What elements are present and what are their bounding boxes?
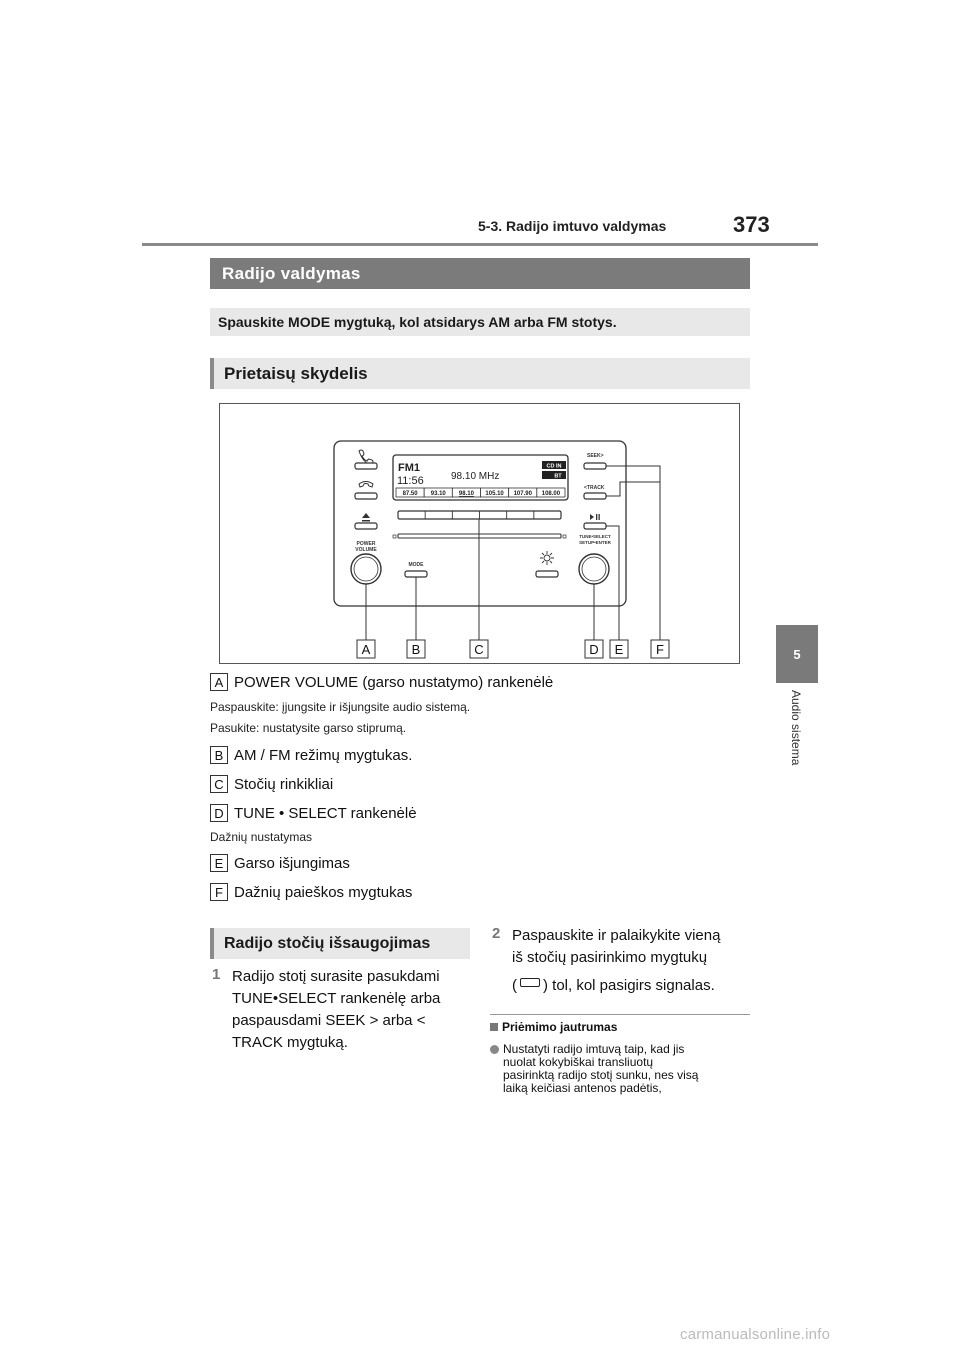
volume-label: VOLUME — [355, 547, 377, 553]
legend-letter-d: D — [210, 804, 228, 822]
legend-letter-b: B — [210, 746, 228, 764]
callout-letter-e: E — [614, 642, 624, 657]
preset-button-icon — [520, 978, 540, 987]
legend-text-a: POWER VOLUME (garso nustatymo) rankenėlė — [234, 673, 554, 691]
clock-text: 11:56 — [397, 475, 424, 487]
step-2-text: Paspauskite ir palaikykite vieną iš stočių pasirinkimo mygtukų ( ) tol, kol pasigirs signalas. — [512, 927, 721, 994]
legend-f — [210, 883, 412, 901]
watermark: carmanualsonline.info — [680, 1326, 831, 1343]
chapter-tab[interactable]: 5 — [776, 625, 818, 683]
tune-select-knob — [579, 554, 609, 584]
svg-text:BT: BT — [554, 473, 562, 480]
legend-text-c: Stočių rinkikliai — [234, 775, 334, 793]
legend-a-turn: Pasukite: nustatysite garso stiprumą. — [210, 721, 407, 735]
bullet-icon — [490, 1045, 499, 1054]
mute-button — [584, 523, 606, 529]
head-unit-figure — [219, 403, 740, 664]
step-1-text: Radijo stotį surasite pasukdami TUNE•SELECT rankenėlę arba paspausdami SEEK > arba < TRACK mygtuką. — [232, 968, 441, 1051]
preset-frequency-4: 105.10 — [485, 491, 504, 497]
legend-e — [210, 854, 350, 872]
power-label: POWER — [356, 541, 376, 547]
legend-text-b: AM / FM režimų mygtukas. — [234, 746, 413, 764]
chapter-title: Audio sistema — [789, 690, 803, 766]
note-square-icon — [490, 1023, 498, 1031]
track-button — [584, 493, 606, 499]
band-text: FM1 — [398, 462, 420, 474]
legend-text-f: Dažnių paieškos mygtukas — [234, 883, 413, 901]
head-unit-drawing — [220, 404, 739, 663]
legend-a — [210, 673, 553, 691]
step-1-number: 1 — [212, 966, 221, 983]
note-title: Priėmimo jautrumas — [490, 1020, 617, 1034]
legend-letter-a: A — [210, 673, 228, 691]
callout-letter-c: C — [474, 642, 484, 657]
preset-row — [396, 488, 565, 497]
power-volume-knob — [351, 554, 381, 584]
step-2-number: 2 — [492, 925, 501, 942]
mode-label: MODE — [408, 562, 424, 568]
chapter-label — [787, 690, 807, 790]
callout-letter-a: A — [361, 642, 371, 657]
eject-button — [355, 523, 377, 529]
legend-letter-e: E — [210, 854, 228, 872]
legend-b — [210, 746, 412, 764]
seek-button — [584, 463, 606, 469]
track-label: <TRACK — [584, 485, 605, 491]
svg-text:CD IN: CD IN — [546, 463, 562, 470]
legend-text-e: Garso išjungimas — [234, 854, 350, 872]
callout-letter-f: F — [656, 642, 664, 657]
legend-a-press: Paspauskite: įjungsite ir išjungsite audio sistemą. — [210, 700, 471, 714]
legend-text-d: TUNE • SELECT rankenėlė — [234, 804, 417, 822]
panel-heading: Prietaisų skydelis — [210, 358, 750, 389]
callout-letter-d: D — [589, 642, 599, 657]
tune-select-label: TUNE•SELECT — [579, 534, 611, 539]
mode-button — [405, 571, 427, 577]
legend-letter-f: F — [210, 883, 228, 901]
note-divider — [490, 1014, 750, 1015]
page-number: 373 — [733, 212, 770, 237]
preset-frequency-2: 93.10 — [430, 491, 446, 497]
note-body: Nustatyti radijo imtuvą taip, kad jis nuolat kokybiškai transliuotų pasirinktą radijo stotį sunku, nes visą laiką keičiasi antenos padėtis, — [490, 1043, 752, 1095]
frequency-text: 98.10 MHz — [451, 471, 500, 482]
legend-d — [210, 804, 417, 822]
preset-frequency-5: 107.90 — [513, 491, 532, 497]
section-title: 5-3. Radijo imtuvo valdymas — [478, 218, 667, 234]
seek-label: SEEK> — [587, 453, 604, 459]
legend-letter-c: C — [210, 775, 228, 793]
hangup-button — [355, 493, 377, 499]
mode-instruction: Spauskite MODE mygtuką, kol atsidarys AM arba FM stotys. — [210, 308, 750, 336]
legend-c — [210, 775, 333, 793]
setup-enter-label: SETUP•ENTER — [579, 540, 611, 545]
store-stations-heading: Radijo stočių išsaugojimas — [210, 928, 470, 959]
legend-d-sub: Dažnių nustatymas — [210, 830, 313, 844]
callout-letter-b: B — [411, 642, 421, 657]
callout-boxes — [357, 640, 669, 658]
preset-frequency-3: 98.10 — [458, 491, 474, 497]
preset-frequency-6: 108.00 — [541, 491, 561, 497]
call-button — [355, 463, 377, 469]
brightness-button — [536, 571, 558, 577]
preset-frequency-1: 87.50 — [402, 491, 418, 497]
radio-control-heading: Radijo valdymas — [210, 258, 750, 289]
header-divider — [142, 243, 818, 246]
